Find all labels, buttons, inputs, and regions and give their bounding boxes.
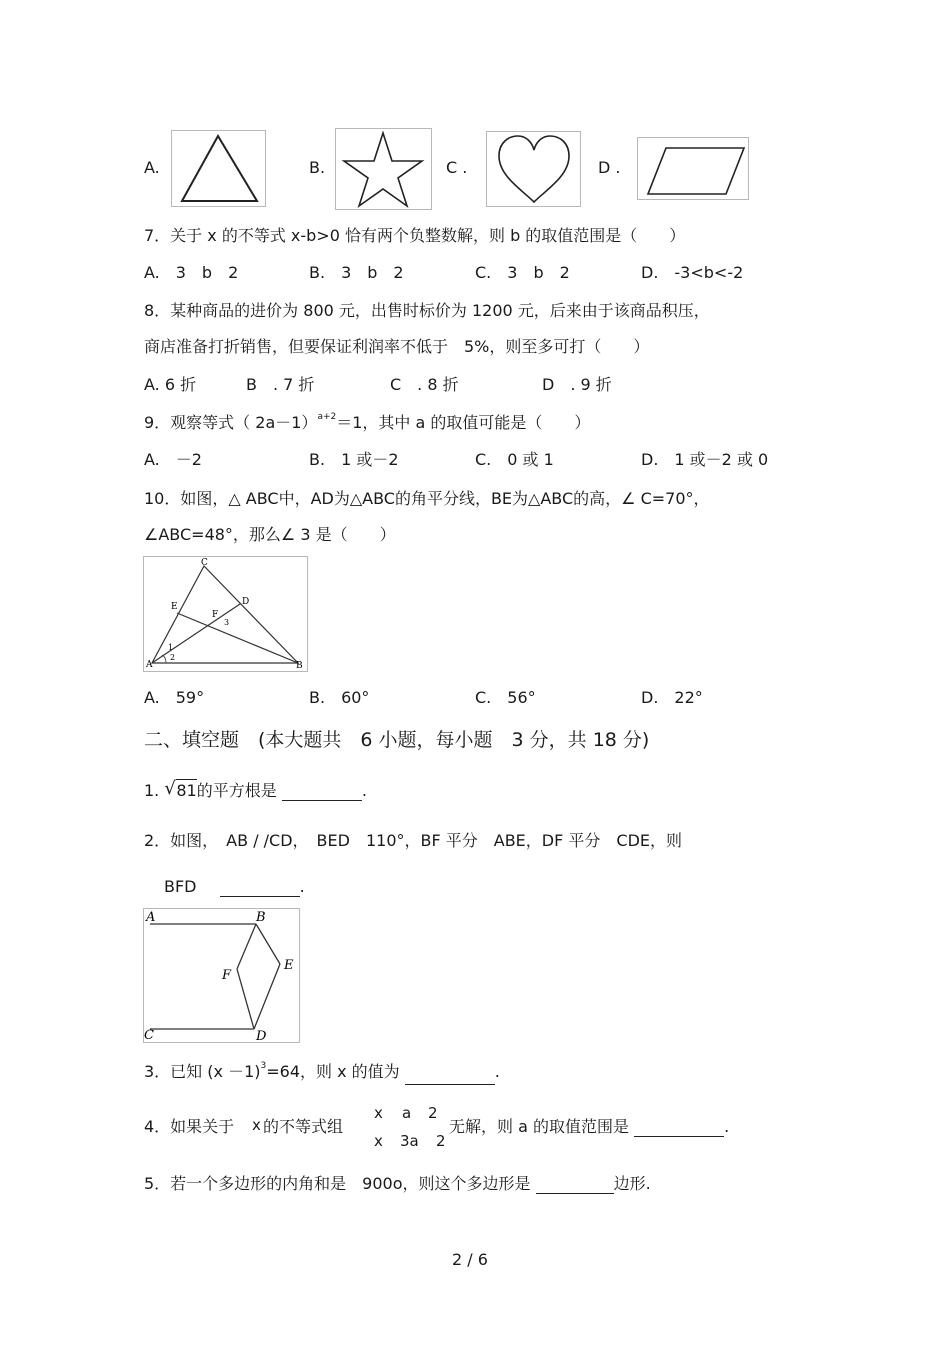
q7-option-b: B. 3 b 2 (309, 263, 404, 282)
fill3-answer-blank[interactable] (405, 1068, 495, 1085)
q8-option-d: D . 9 折 (542, 375, 612, 394)
q9-stem-a: 9．观察等式（ 2a－1） (144, 413, 318, 432)
option-a-label: A. (144, 158, 160, 177)
star-icon (336, 129, 431, 209)
fill4-text-a: 4．如果关于 (144, 1117, 235, 1136)
fill4-var: x (252, 1116, 261, 1134)
fill4-text-c-line (449, 1117, 729, 1137)
fill4-end: . (724, 1117, 730, 1136)
q8-stem-line1: 8．某种商品的进价为 800 元，出售时标价为 1200 元，后来由于该商品积压， (144, 301, 710, 320)
page-number: 2 / 6 (452, 1250, 488, 1269)
q9-option-b: B. 1 或－2 (309, 450, 399, 469)
q10-angle-3: 3 (224, 618, 230, 627)
fill4-row1-x: x (374, 1104, 383, 1122)
fill1-line (144, 778, 367, 801)
fill4-answer-blank[interactable] (634, 1120, 724, 1137)
fill2-label-b: B (256, 910, 266, 925)
parallelogram-icon (638, 138, 748, 199)
fill4-row2-2: 2 (436, 1132, 446, 1150)
q10-angle-2: 2 (170, 653, 176, 662)
fill2-label-e: E (284, 958, 294, 973)
q7-option-c: C. 3 b 2 (475, 263, 570, 282)
fill2-label-f: F (222, 968, 232, 983)
fill4-row2-3a: 3a (400, 1132, 419, 1150)
q10-triangle-figure (143, 556, 308, 672)
q8-option-a: A. 6 折 (144, 375, 197, 394)
fill5-text-b: 边形. (613, 1174, 651, 1193)
fill2-parallel-diagram (144, 909, 299, 1042)
q10-label-c: C (201, 558, 208, 568)
fill2-end: . (299, 877, 305, 896)
q9-stem (144, 413, 590, 436)
q10-label-b: B (296, 661, 303, 671)
fill4-text-b: 的不等式组 (263, 1117, 344, 1136)
q10-option-d: D. 22° (641, 688, 703, 707)
triangle-icon (172, 131, 265, 206)
fill5-answer-blank[interactable] (536, 1177, 614, 1194)
fill5-line (144, 1174, 651, 1194)
q10-label-f: F (212, 610, 219, 620)
triangle-figure (171, 130, 266, 207)
q10-label-a: A (146, 660, 153, 670)
option-c-label: C . (446, 158, 468, 177)
fill3-text-a: 3．已知 (x －1) (144, 1062, 261, 1081)
fill1-number: 1. (144, 781, 160, 800)
q7-option-a: A. 3 b 2 (144, 263, 239, 282)
q10-triangle-diagram (144, 557, 307, 671)
fill3-end: . (494, 1062, 500, 1081)
q9-exponent: a+2 (317, 412, 337, 422)
q8-option-b: B . 7 折 (246, 375, 315, 394)
fill2-label-c: C (144, 1028, 154, 1042)
option-d-label: D . (598, 158, 621, 177)
q9-option-a: A. －2 (144, 450, 202, 469)
fill1-answer-blank[interactable] (282, 784, 362, 801)
section-2-title: 二、填空题 (本大题共 6 小题，每小题 3 分，共 18 分) (144, 729, 650, 751)
fill2-line2 (164, 877, 305, 897)
fill5-text-a: 5．若一个多边形的内角和是 900o，则这个多边形是 (144, 1174, 531, 1193)
fill3-line (144, 1062, 500, 1085)
fill1-text: 的平方根是 (196, 781, 277, 800)
q7-stem: 7．关于 x 的不等式 x-b>0 恰有两个负整数解，则 b 的取值范围是（ ） (144, 226, 686, 245)
fill2-label-d: D (256, 1029, 267, 1042)
fill2-line1: 2．如图， AB / /CD， BED 110°，BF 平分 ABE，DF 平分 CDE，则 (144, 831, 683, 850)
q10-stem-line1: 10．如图，△ ABC中，AD为△ABC的角平分线，BE为△ABC的高，∠ C=70°， (144, 489, 710, 508)
fill4-text-c: 无解，则 a 的取值范围是 (449, 1117, 629, 1136)
fill1-end: . (361, 781, 367, 800)
q10-stem-line2: ∠ABC=48°，那么∠ 3 是（ ） (144, 525, 396, 544)
q10-label-d: D (242, 597, 250, 607)
q8-stem-line2: 商店准备打折销售，但要保证利润率不低于 5%，则至多可打（ ） (144, 337, 650, 356)
fill2-figure (143, 908, 300, 1043)
fill2-bfd: BFD (164, 877, 197, 896)
option-b-label: B. (309, 158, 326, 177)
q7-option-d: D. -3<b<-2 (641, 263, 744, 282)
heart-figure (486, 131, 581, 207)
fill1-radicand: 81 (176, 781, 197, 800)
q10-label-e: E (171, 602, 178, 612)
fill3-exponent: 3 (260, 1061, 267, 1071)
fill4-row1-2: 2 (428, 1104, 438, 1122)
q10-angle-1: 1 (168, 643, 174, 652)
q9-option-d: D. 1 或－2 或 0 (641, 450, 769, 469)
q10-option-b: B. 60° (309, 688, 370, 707)
parallelogram-figure (637, 137, 749, 200)
fill4-row1-a: a (402, 1104, 412, 1122)
star-figure (335, 128, 432, 210)
fill3-text-b: =64，则 x 的值为 (266, 1062, 400, 1081)
fill2-label-a: A (146, 910, 156, 925)
q10-option-c: C. 56° (475, 688, 536, 707)
fill1-sqrt: √ 81 (164, 778, 197, 800)
q8-option-c: C . 8 折 (390, 375, 459, 394)
q10-option-a: A. 59° (144, 688, 205, 707)
q9-option-c: C. 0 或 1 (475, 450, 554, 469)
q9-stem-b: ＝1，其中 a 的取值可能是（ ） (336, 413, 591, 432)
fill4-row2-x: x (374, 1132, 383, 1150)
heart-icon (487, 132, 580, 206)
fill2-answer-blank[interactable] (220, 880, 300, 897)
